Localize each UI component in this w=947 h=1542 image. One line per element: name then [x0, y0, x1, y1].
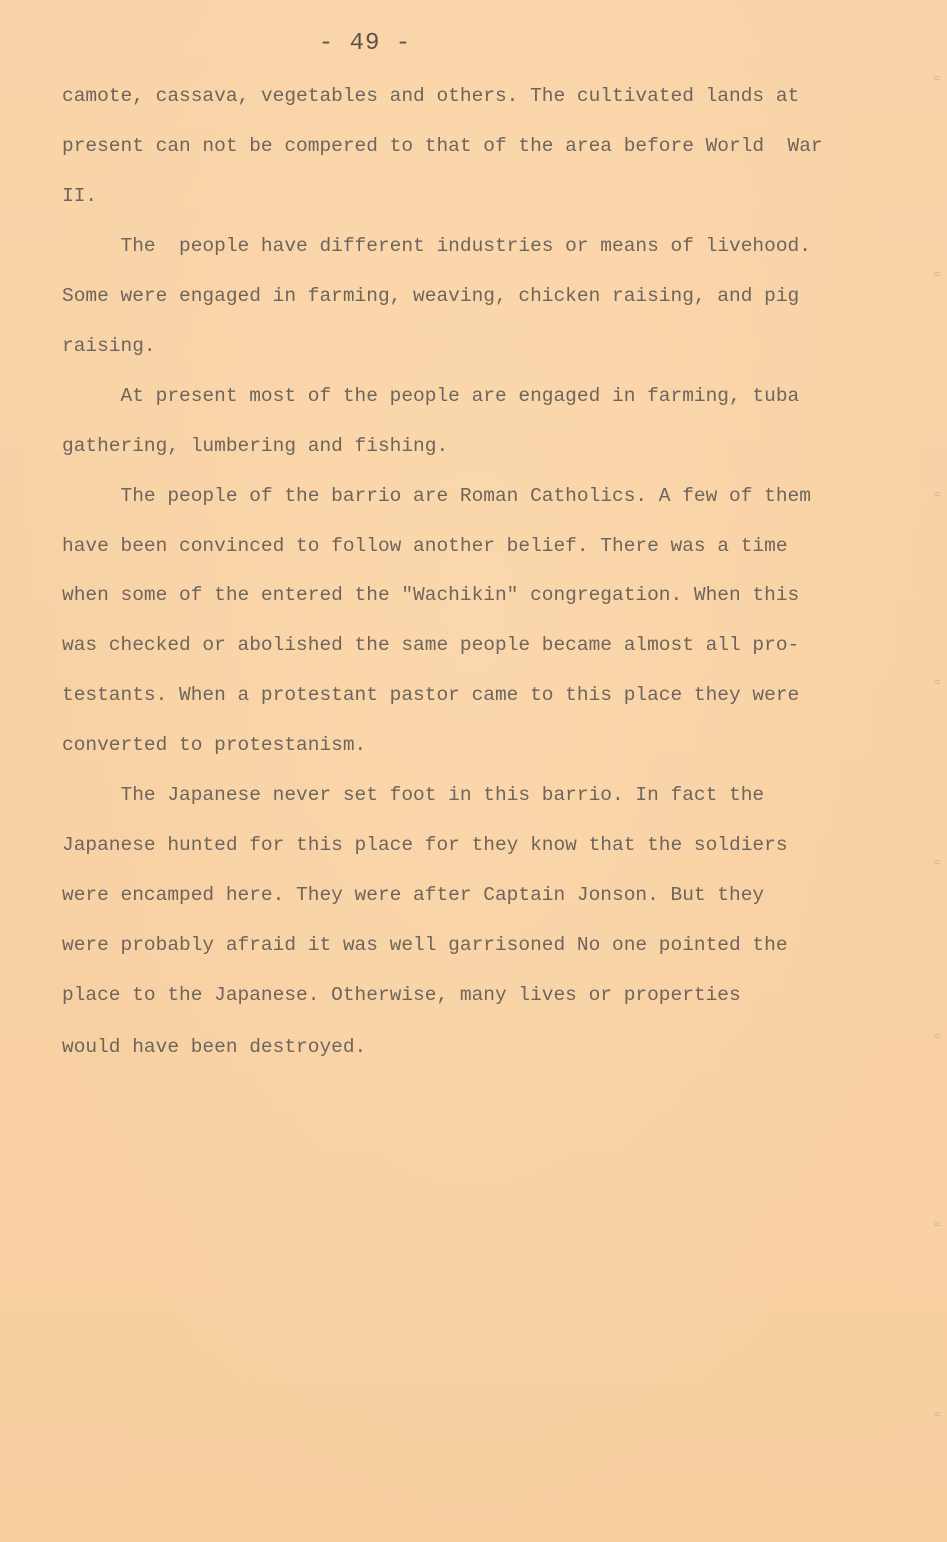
text-line: At present most of the people are engaged in farming, tuba: [62, 385, 800, 407]
text-line: Japanese hunted for this place for they know that the soldiers: [62, 834, 788, 856]
text-line: place to the Japanese. Otherwise, many lives or properties: [62, 984, 741, 1006]
binding-mark-icon: ≈: [933, 1030, 941, 1044]
text-line: converted to protestanism.: [62, 734, 367, 756]
text-line: were encamped here. They were after Captain Jonson. But they: [62, 884, 765, 906]
binding-mark-icon: ≈: [933, 1218, 941, 1232]
text-line: camote, cassava, vegetables and others. The cultivated lands at: [62, 85, 800, 107]
binding-mark-icon: ≈: [933, 1408, 941, 1422]
text-line: II.: [62, 185, 98, 207]
text-line: present can not be compered to that of the area before World War: [62, 135, 823, 157]
binding-mark-icon: ≈: [933, 856, 941, 870]
text-line: The Japanese never set foot in this barrio. In fact the: [62, 784, 765, 806]
text-line: testants. When a protestant pastor came to this place they were: [62, 684, 800, 706]
text-line: would have been destroyed.: [62, 1036, 367, 1058]
binding-mark-icon: ≈: [933, 488, 941, 502]
text-line: raising.: [62, 335, 156, 357]
text-line: was checked or abolished the same people became almost all pro-: [62, 634, 800, 656]
text-line: when some of the entered the "Wachikin" congregation. When this: [62, 584, 800, 606]
text-line: have been convinced to follow another belief. There was a time: [62, 535, 788, 557]
page-number: - 49 -: [318, 30, 412, 57]
text-line: were probably afraid it was well garrisoned No one pointed the: [62, 934, 788, 956]
binding-mark-icon: ≈: [933, 676, 941, 690]
text-line: The people of the barrio are Roman Catholics. A few of them: [62, 485, 811, 507]
binding-mark-icon: ≈: [933, 72, 941, 86]
text-line: Some were engaged in farming, weaving, chicken raising, and pig: [62, 285, 800, 307]
binding-mark-icon: ≈: [933, 268, 941, 282]
text-line: gathering, lumbering and fishing.: [62, 435, 449, 457]
text-line: The people have different industries or means of livehood.: [62, 235, 811, 257]
